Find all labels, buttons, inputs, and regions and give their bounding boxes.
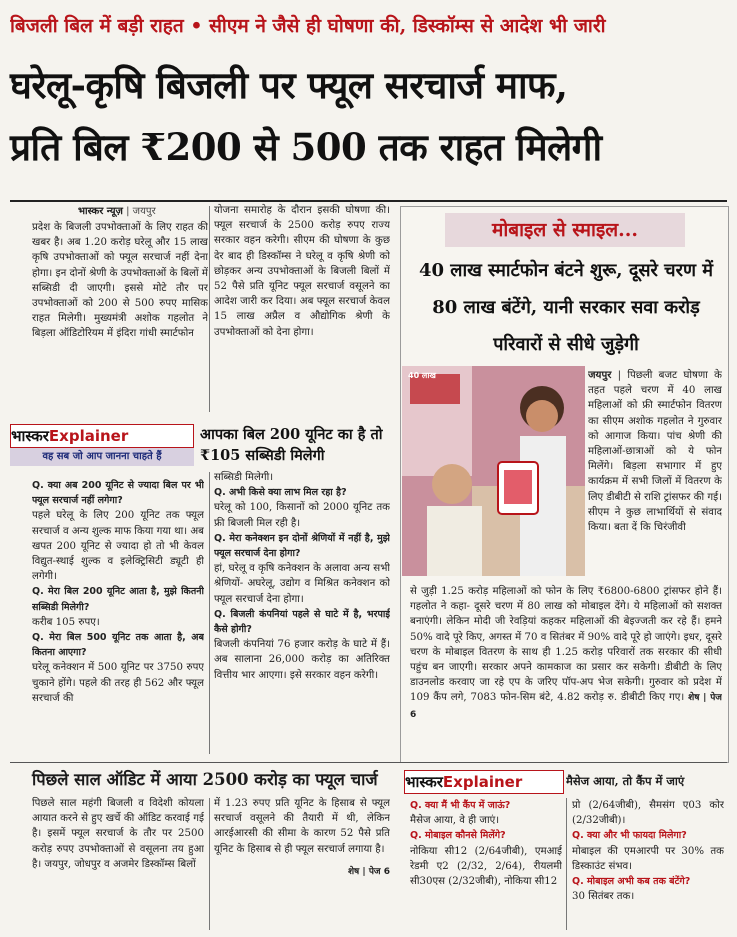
qa-item bbox=[32, 584, 204, 630]
qa-item bbox=[32, 630, 204, 706]
qa-item bbox=[572, 874, 724, 904]
qa-item bbox=[214, 485, 390, 531]
kicker-rest: • सीएम ने जैसे ही घोषणा की, डिस्कॉम्स से आदेश भी जारी bbox=[183, 15, 606, 37]
answer: सब्सिडी मिलेगी। bbox=[214, 472, 274, 483]
answer: करीब 105 रुपए। bbox=[32, 616, 100, 628]
answer: मोबाइल की एमआरपी पर 30% तक डिस्काउंट संभव। bbox=[572, 845, 724, 872]
kicker bbox=[10, 8, 727, 44]
byline-separator: | bbox=[611, 370, 628, 381]
answer: घरेलू कनेक्शन में 500 यूनिट पर 3750 रुपए चुकाने होंगे। पहले की तरह ही 562 और फ्यूल सरचार्ज की bbox=[32, 662, 204, 704]
qa-item bbox=[572, 798, 724, 828]
photo-illustration bbox=[402, 366, 585, 576]
explainer-brand-word: Explainer bbox=[48, 427, 129, 445]
column-divider bbox=[209, 472, 210, 754]
qa-item bbox=[214, 607, 390, 683]
explainer2-brand-bhaskar: भास्कर bbox=[405, 773, 443, 791]
explainer-brand-bhaskar: भास्कर bbox=[11, 427, 49, 445]
question: Q. क्या अब 200 यूनिट से ज्यादा बिल पर भी फ्यूल सरचार्ज नहीं लगेगा? bbox=[32, 480, 204, 507]
mobile-story-column bbox=[588, 368, 722, 583]
answer: मैसेज आया, वे ही जाएं। bbox=[410, 815, 500, 827]
headline-rule bbox=[10, 200, 727, 202]
qa-item bbox=[410, 828, 562, 889]
answer: पहले घरेलू के लिए 200 यूनिट तक फ्यूल सरचार्ज व अन्य शुल्क माफ किया गया था। अब खपत 200 यूनिट से ज्यादा हो तो भी केवल विद्युत-स्थाई शुल्क व इलेक्ट्रिसिटी ड्यूटी ही लगेगी। bbox=[32, 510, 204, 583]
question: Q. क्या मैं भी कैंप में जाऊं? bbox=[410, 800, 511, 811]
answer: घरेलू को 100, किसानों को 2000 यूनिट तक फ्री बिजली मिल रही है। bbox=[214, 502, 390, 529]
mobile-story-continued bbox=[410, 584, 722, 760]
question: Q. क्या और भी फायदा मिलेगा? bbox=[572, 830, 687, 842]
headline-line2: प्रति बिल ₹200 से 500 तक राहत मिलेगी bbox=[10, 125, 602, 169]
story-column-1: प्रदेश के बिजली उपभोक्ताओं के लिए राहत की खबर है। अब 1.20 करोड़ घरेलू और 15 लाख कृषि उपभोक्ताओं को फ्यूल सरचार्ज नहीं देना होगा। इन दोनों श्रेणी के उपभोक्ताओं के बिलों में सब्सिडी दी जाएगी। इससे मोटे तौर पर उपभोक्ताओं को 200 से 500 रुपए मासिक राहत मिलेगी। मुख्यमंत्री अशोक गहलोत ने बिड़ला ऑडिटोरियम में इंदिरा गांधी स्मार्टफोन bbox=[32, 222, 208, 340]
answer: बिजली कंपनियां 76 हजार करोड़ के घाटे में हैं। अब सालाना 26,000 करोड़ का अतिरिक्त वित्तीय भार आएगा। इसे सरकार वहन करेगी। bbox=[214, 639, 390, 681]
explainer-column-1 bbox=[32, 478, 204, 755]
answer: 30 सितंबर तक। bbox=[572, 891, 635, 903]
kicker-red: बिजली बिल में बड़ी राहत bbox=[10, 15, 184, 37]
explainer2-brand bbox=[404, 770, 564, 794]
explainer2-headline: मैसेज आया, तो कैंप में जाएं bbox=[566, 774, 685, 788]
column-divider bbox=[566, 798, 567, 930]
byline-name: भास्कर न्यूज़ bbox=[78, 206, 123, 217]
column-divider bbox=[209, 206, 210, 412]
explainer2-brand-word: Explainer bbox=[442, 773, 523, 791]
byline bbox=[78, 203, 203, 219]
question: Q. मेरा बिल 500 यूनिट तक आता है, अब कितना आएगा? bbox=[32, 632, 204, 659]
answer: हां, घरेलू व कृषि कनेक्शन के अलावा अन्य सभी श्रेणियों- अघरेलू, उद्योग व मिश्रित कनेक्शन को फ्यूल सरचार्ज देना होगा। bbox=[214, 563, 390, 605]
bottom-headline: पिछले साल ऑडिट में आया 2500 करोड़ का फ्यूल चार्ज bbox=[32, 770, 378, 789]
qa-item bbox=[32, 478, 204, 584]
bottom-column-1: पिछले साल महंगी बिजली व विदेशी कोयला आयात करने से हुए खर्चे की ऑडिट करवाई गई है। इसमें फ्यूल सरचार्ज के तौर पर 2500 करोड़ रुपए उपभोक्ताओं से वसूलना तय हुआ है। जयपुर, जोधपुर व अजमेर डिस्कॉम्स बिलों bbox=[32, 798, 204, 870]
qa-item bbox=[214, 531, 390, 607]
qa-item bbox=[572, 828, 724, 874]
question: Q. मोबाइल कौनसे मिलेंगे? bbox=[410, 830, 506, 842]
photo-badge: 40 लाख bbox=[408, 371, 436, 380]
question: Q. मेरा कनेक्शन इन दोनों श्रेणियों में नहीं है, मुझे फ्यूल सरचार्ज देना होगा? bbox=[214, 532, 390, 560]
column-divider bbox=[209, 798, 210, 930]
answer: प्रो (2/64जीबी), सैमसंग ए03 कोर (2/32जीबी)। bbox=[572, 800, 724, 827]
explainer-subtitle: वह सब जो आप जानना चाहते हैं bbox=[10, 448, 194, 466]
qa-item bbox=[214, 470, 390, 485]
news-photo bbox=[402, 366, 585, 576]
qa-item bbox=[410, 798, 562, 828]
explainer-column-2 bbox=[214, 470, 390, 755]
answer: नोकिया सी12 (2/64जीबी), एमआई रेडमी ए2 (2/32, 2/64), रीयलमी सी30एस (2/32जीबी), नोकिया सी12 bbox=[410, 845, 562, 888]
headline bbox=[10, 54, 727, 194]
headline-line1: घरेलू-कृषि बिजली पर फ्यूल सरचार्ज माफ, bbox=[10, 63, 568, 107]
bottom-rule bbox=[10, 762, 727, 763]
question: Q. बिजली कंपनियां पहले से घाटे में है, भरपाई कैसे होगी? bbox=[214, 608, 390, 636]
explainer-headline: आपका बिल 200 यूनिट का है तो ₹105 सब्सिडी मिलेगी bbox=[200, 426, 383, 464]
question: Q. मोबाइल अभी कब तक बंटेंगे? bbox=[572, 876, 691, 888]
mobile-story-column-text: पिछली बजट घोषणा के तहत पहले चरण में 40 लाख महिलाओं को फ्री स्मार्टफोन वितरण का सीएम अशोक गहलोत ने गुरुवार को आगाज किया। पांच श्रेणी की महिलाओं-छात्राओं को ये फोन मिलेंगे। बिड़ला सभागार में हुए कार्यक्रम में सभी जिलों में वितरण के लिए डीबीटी से राशि ट्रांसफर की गई। सीएम ने कुछ लाभार्थियों से संवाद किया। बता दें कि चिरंजीवी bbox=[588, 370, 722, 534]
mobile-story-byline: जयपुर bbox=[588, 369, 612, 381]
bottom-column-2 bbox=[214, 796, 390, 931]
question: Q. अभी किसे क्या लाभ मिल रहा है? bbox=[214, 487, 347, 499]
mobile-story-headline: 40 लाख स्मार्टफोन बंटने शुरू, दूसरे चरण में 80 लाख बंटेंगे, यानी सरकार सवा करोड़ परिवारों से सीधे जुड़ेगी bbox=[418, 260, 714, 355]
explainer2-column-2 bbox=[572, 798, 724, 931]
bottom-continued-note: शेष | पेज 6 bbox=[347, 866, 390, 877]
byline-location: | जयपुर bbox=[122, 206, 156, 217]
story-column-2: योजना समारोह के दौरान इसकी घोषणा की। फ्यूल सरचार्ज के 2500 करोड़ रुपए राज्य सरकार वहन करेगी। सीएम की घोषणा के कुछ देर बाद ही डिस्कॉम्स ने घरेलू व कृषि श्रेणी को छोड़कर अन्य उपभोक्ताओं के बिजली बिलों में 52 पैसे प्रति यूनिट फ्यूल सरचार्ज वसूलने का आदेश जारी कर दिया। अब फ्यूल सरचार्ज केवल 15 लाख अप्रैल व औद्योगिक श्रेणी के उपभोक्ताओं को देना होगा। bbox=[214, 205, 390, 338]
mobile-story-continued-text: से जुड़ी 1.25 करोड़ महिलाओं को फोन के लिए ₹6800-6800 ट्रांसफर होने हैं। गहलोत ने कहा- दूसरे चरण में 80 लाख को मोबाइल देंगे। ये महिलाओं को सशक्त बनाएंगी। लेकिन मोदी जी रेवड़ियां कहकर महिलाओं की बेइज्जती कर रहे हैं। हमने 50% वादे पूरे किए, अगस्त में 70 व सितंबर में 90% वादे पूरे हो जाएंगे। इधर, दूसरे चरण के मोबाइल वितरण के साथ ही 1.25 करोड़ परिवारों तक सरकार की सीधी पहुंच बन जाएगी। सरकार अपने कामकाज का प्रसार कर सकेगी। डीबीटी के लिए डाउनलोड करवाए जा रहे एप के जरिए पॉप-अप भेज सकेगी। गुरुवार को प्रदेश में 109 कैंप लगे, 7083 फोन-सिम बंटे, 4.82 करोड़ रु. डीबीटी किए गए। bbox=[410, 586, 722, 704]
continued-page-note: शेष | पेज 6 bbox=[410, 693, 722, 720]
explainer-brand bbox=[10, 424, 194, 448]
bottom-column-2-text: में 1.23 रुपए प्रति यूनिट के हिसाब से फ्यूल सरचार्ज वसूलने की तैयारी में थी, लेकिन आरईआरसी की सीमा के कारण 52 पैसे प्रति यूनिट के हिसाब से ही फ्यूल सरचार्ज लगाया है। bbox=[214, 798, 390, 855]
explainer2-column-1 bbox=[410, 798, 562, 931]
mobile-story-title: मोबाइल से स्माइल... bbox=[445, 213, 685, 247]
question: Q. मेरा बिल 200 यूनिट आता है, मुझे कितनी सब्सिडी मिलेगी? bbox=[32, 586, 204, 613]
